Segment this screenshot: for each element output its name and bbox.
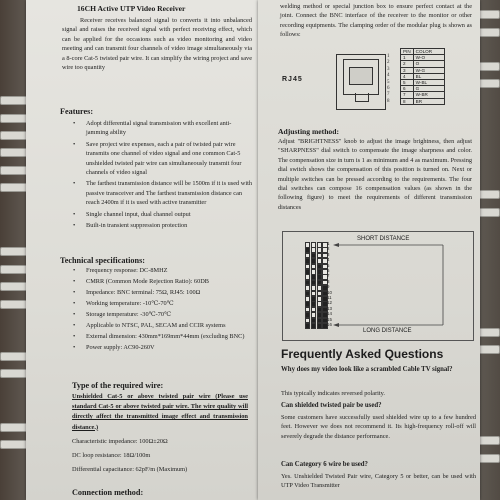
cable (478, 345, 500, 354)
dip-row-number: 1 (327, 241, 330, 246)
features-heading: Features: (60, 107, 94, 116)
faq-answer: Some customers have successfully used shielded wire up to a few hundred feet. However we does not recommend it. Its high-frequency roll-off will severely degrade the distance performance. (281, 414, 476, 440)
tech-spec-list (54, 266, 252, 354)
dip-switch-cell (311, 323, 316, 329)
features-list (54, 119, 252, 232)
table-row: 7 W-BR (401, 92, 445, 98)
manual-page-right (258, 0, 480, 500)
table-row: 5 W-BL (401, 80, 445, 86)
cable (478, 436, 500, 445)
dip-row-number: 16 (327, 322, 332, 327)
short-distance-label: SHORT DISTANCE (357, 236, 410, 242)
faq-title: Frequently Asked Questions (281, 347, 444, 361)
cable (0, 300, 28, 309)
connection-heading: Connection method: (72, 488, 144, 497)
table-row: 3 W-G (401, 67, 445, 73)
list-item: • Applicable to NTSC, PAL, SECAM and CCIR systems (86, 321, 252, 330)
dip-switch-row (305, 322, 332, 329)
dip-row-number: 13 (327, 305, 332, 311)
cable (0, 148, 28, 157)
dip-row-number: 9 (327, 284, 330, 290)
cable (478, 454, 500, 463)
rj45-jack (336, 54, 386, 110)
cable (0, 96, 28, 105)
cable (478, 328, 500, 337)
list-item: • Impedance: BNC terminal: 75Ω, RJ45: 100Ω (86, 288, 252, 297)
rj45-label: RJ45 (282, 76, 303, 83)
manual-page-left (26, 0, 258, 500)
cable (0, 265, 28, 274)
cable (478, 208, 500, 217)
cable (0, 247, 28, 256)
list-item: • Storage temperature: -30℃-70℃ (86, 310, 252, 319)
cable (0, 114, 28, 123)
cable (478, 10, 500, 19)
dip-row-number: 2 (327, 246, 330, 252)
dip-row-number: 7 (327, 273, 330, 279)
rj45-figure (272, 46, 464, 122)
list-item: • The farthest transmission distance will be 1500m if it is used with passive transceiver and The farthest transmission distance can reach 2400m if it is used with active transmitter (86, 179, 252, 207)
pin-numbers: 1 2 3 4 5 6 7 8 (387, 54, 390, 104)
list-item: • Working temperature: -10℃-70℃ (86, 299, 252, 308)
list-item: • External dimension: 430mm*169mm*44mm (excluding BNC) (86, 332, 252, 341)
table-row: 2 O (401, 61, 445, 67)
tech-spec-heading: Technical specifications: (60, 256, 145, 265)
long-distance-label: LONG DISTANCE (363, 328, 412, 334)
dip-row-number: 12 (327, 300, 332, 306)
table-row: 8 BR (401, 98, 445, 104)
cable (478, 79, 500, 88)
dip-row-number: 8 (327, 278, 330, 284)
list-item: • Built-in transient suppression protection (86, 221, 252, 230)
dip-row-number: 3 (327, 251, 330, 257)
dip-row-number: 11 (327, 295, 332, 300)
cable (0, 282, 28, 291)
wire-quality-note: Unshielded Cat-5 or above twisted pair wire (Please use standard Cat-5 or above twisted pair wire. The wire quality will directly affect the transmitted image effect and transmission distance.) (72, 393, 248, 431)
adjusting-heading: Adjusting method: (278, 127, 339, 136)
cable (0, 183, 28, 192)
table-row: 1 W-O (401, 55, 445, 61)
adjusting-paragraph: Adjust "BRIGHTNESS" knob to adjust the image brightness, then adjust "SHARPNESS" dial switch to compensate the image sharpness and color. The compensation size in turn is 1 as minimum and 4 as maximum. Pressing dial switch shows the compensation of this position is turned on. Next or multiple switches can be pressed according to the requirements. The four dial switches can compose 16 compensation values (as shown in the following figure) to meet the requirements of different transmission distances (278, 138, 472, 211)
list-item: • Save project wire expenses, each a pair of twisted pair wire transmits one channel of video signal and one common Cat-5 unshielded twisted pair wire can simultaneously transmit four channels of video signal (86, 140, 252, 178)
wire-spec: DC loop resistance: 18Ω/100m (72, 452, 151, 459)
dip-row-number: 4 (327, 257, 330, 263)
wiring-paragraph: welding method or special junction box to ensure perfect contact at the joint. Connect the BNC interface of the receiver to the monitor or other recording equipments. The clamping order of the modular plug is shown as follows: (280, 3, 472, 39)
distance-arrows (331, 243, 451, 328)
table-row: 4 BL (401, 73, 445, 79)
dip-row-number: 14 (327, 311, 332, 317)
dip-row-number: 6 (327, 268, 330, 273)
faq-answer: This typically indicates reversed polarity. (281, 390, 385, 397)
list-item: • Adopt differential signal transmission with excellent anti-jamming ability (86, 119, 252, 138)
document-title: 16CH Active UTP Video Receiver (77, 4, 186, 13)
intro-paragraph: Receiver receives balanced signal to converts it into unbalanced signal and raises the received signal with perfect receiving effect, which can be applied for the occasions such as video monitoring and video meeting and can transmit four channels of video image simultaneously via a 8-core Cat-5 twisted pair wire. It can simplify the wiring project and save wire too quantity (62, 17, 252, 72)
faq-question: Can Category 6 wire be used? (281, 461, 368, 468)
table-row: 6 G (401, 86, 445, 92)
dip-switch-diagram (282, 231, 474, 341)
list-item: • Power supply: AC90-260V (86, 343, 252, 352)
wire-type-heading: Type of the required wire: (72, 381, 164, 390)
cable (0, 166, 28, 175)
dip-row-number: 15 (327, 316, 332, 322)
list-item: • Single channel input, dual channel output (86, 210, 252, 219)
cable (478, 62, 500, 71)
cable (0, 440, 28, 449)
dip-row-number: 10 (327, 289, 332, 295)
faq-answer: Yes. Unshielded Twisted Pair wire, Category 5 or better, can be used with UTP Video Transmitter (281, 473, 476, 490)
faq-question: Why does my video look like a scrambled Cable TV signal? (281, 366, 453, 373)
dip-switch-cell (305, 323, 310, 329)
cable (0, 369, 28, 378)
wire-spec: Differential capacitance: 62pF/m (Maximum) (72, 466, 188, 473)
list-item: • Frequency response: DC-8MHZ (86, 266, 252, 275)
cable (0, 423, 28, 432)
cable (0, 352, 28, 361)
cable (478, 28, 500, 37)
dip-row-number: 5 (327, 262, 330, 268)
cable (0, 131, 28, 140)
dip-switch-cell (317, 323, 322, 329)
cable (478, 190, 500, 199)
list-item: • CMRR (Common Mode Rejection Ratio): 60DB (86, 277, 252, 286)
faq-question: Can shielded twisted pair be used? (281, 402, 382, 409)
wire-spec: Characteristic impedance: 100Ω±20Ω (72, 438, 168, 445)
pin-color-table: PIN COLOR 1 W-O 2 O 3 W-G 4 BL 5 W-BL 6 G 7 W-BR 8 BR (400, 48, 445, 105)
